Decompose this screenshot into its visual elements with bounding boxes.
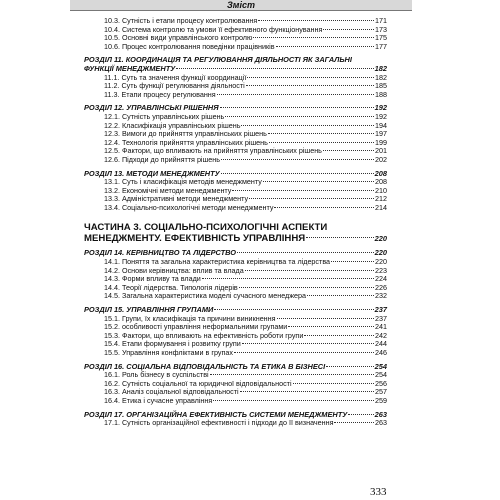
leader-dots [326, 366, 373, 367]
leader-dots [239, 287, 374, 288]
leader-dots [176, 68, 373, 69]
toc-entry [84, 156, 387, 165]
leader-dots [225, 116, 374, 117]
heading-line-2: РОЗДІЛ 17. ОРГАНІЗАЦІЙНА ЕФЕКТИВНІСТЬ СИСТЕМИ МЕНЕДЖМЕНТУ [84, 409, 348, 419]
toc-entry-title: 12.1. Сутність управлінських рішень [104, 111, 225, 121]
toc-entry-page: 201 [375, 146, 387, 156]
leader-dots [306, 237, 374, 238]
toc-entry-page: 224 [375, 274, 387, 284]
leader-dots [210, 374, 374, 375]
toc-entry-page: 259 [375, 395, 387, 405]
toc-entry-page: 182 [375, 72, 387, 82]
leader-dots [331, 261, 374, 262]
toc-entry-title: 11.2. Суть функції регулювання діяльності [104, 81, 245, 91]
leader-dots [323, 150, 374, 151]
heading-line-2: РОЗДІЛ 15. УПРАВЛІННЯ ГРУПАМИ [84, 305, 214, 315]
toc-entry-page: 242 [375, 330, 387, 340]
toc-entry-page: 171 [375, 16, 387, 25]
leader-dots [263, 181, 374, 182]
toc-entry-page: 199 [375, 137, 387, 147]
toc-entry-title: 12.3. Вимоги до прийняття управлінських рішень [104, 129, 267, 139]
leader-dots [258, 20, 374, 21]
leader-dots [293, 383, 374, 384]
toc-entry-title: 17.1. Сутність організаційної ефективності і підходи до її визначення [104, 418, 334, 428]
toc-entry-title: 15.5. Управління конфліктами в групах [104, 348, 233, 357]
toc-entry-page: 194 [375, 120, 387, 130]
toc-entry-page: 241 [375, 322, 387, 332]
leader-dots [307, 295, 374, 296]
toc-entry-title: 13.1. Суть і класифікація методів менеджменту [104, 177, 262, 187]
leader-dots [221, 173, 374, 174]
toc-heading-page: 263 [374, 409, 387, 419]
heading-line-2: МЕНЕДЖМЕНТУ. ЕФЕКТИВНІСТЬ УПРАВЛІННЯ [84, 233, 306, 245]
toc-heading-page: 192 [374, 103, 387, 113]
toc-entry-title: 12.6. Підходи до прийняття рішень [104, 154, 221, 164]
toc-entry-page: 175 [375, 33, 387, 43]
toc-entry-title: 14.1. Поняття та загальна характеристика керівництва та лідерства [104, 257, 331, 267]
heading-line-2: РОЗДІЛ 12. УПРАВЛІНСЬКІ РІШЕННЯ [84, 103, 219, 113]
toc-heading-page: 208 [374, 168, 387, 178]
toc-entry-title: 10.5. Основні види управлінського контролю [104, 33, 253, 43]
toc-entry [84, 91, 387, 100]
toc-entry-title: 10.6. Процес контролювання поведінки працівників [104, 41, 275, 51]
toc-entry-page: 246 [375, 348, 387, 357]
toc-entry-page: 212 [375, 194, 387, 204]
toc-entry-title: 14.3. Форми впливу та влади [104, 274, 201, 284]
leader-dots [348, 414, 373, 415]
running-header [70, 0, 412, 11]
toc-entry-title: 12.4. Технологія прийняття управлінських рішень [104, 137, 268, 147]
toc-heading-page: 182 [374, 63, 387, 73]
toc-entry-title: 13.4. Соціально-психологічні методи менеджменту [104, 202, 274, 212]
toc-entry-page: 208 [375, 177, 387, 187]
toc-entry-page: 188 [375, 89, 387, 99]
leader-dots [323, 29, 374, 30]
leader-dots [220, 107, 374, 108]
toc-heading-page: 237 [374, 305, 387, 315]
leader-dots [213, 400, 374, 401]
table-of-contents [84, 17, 387, 428]
toc-entry [84, 419, 387, 428]
leader-dots [240, 391, 374, 392]
toc-entry-page: 223 [375, 265, 387, 275]
toc-entry-title: 15.2. особливості управління неформальними групами [104, 322, 288, 332]
toc-entry-title: 15.1. Групи, їх класифікація та причини виникнення [104, 313, 276, 323]
leader-dots [269, 142, 374, 143]
toc-entry-page: 177 [375, 41, 387, 51]
toc-entry-page: 202 [375, 154, 387, 164]
toc-entry-title: 15.4. Етапи формування і розвитку групи [104, 339, 241, 349]
toc-entry-title: 15.3. Фактори, що впливають на ефективність роботи групи [104, 330, 304, 340]
toc-part-heading [84, 222, 387, 244]
toc-entry-page: 254 [375, 370, 387, 380]
toc-entry-title: 13.2. Економічні методи менеджменту [104, 185, 232, 195]
toc-chapter-heading [84, 56, 387, 73]
toc-entry-title: 10.3. Сутність і етапи процесу контролювання [104, 16, 258, 25]
toc-entry-page: 257 [375, 387, 387, 397]
leader-dots [234, 352, 374, 353]
leader-dots [217, 94, 374, 95]
toc-heading-page: 220 [374, 234, 387, 244]
toc-entry [84, 292, 387, 301]
heading-line-2: РОЗДІЛ 14. КЕРІВНИЦТВО ТА ЛІДЕРСТВО [84, 248, 237, 258]
header-title: Зміст [227, 0, 255, 10]
toc-entry-page: 232 [375, 291, 387, 301]
toc-entry-page: 197 [375, 129, 387, 139]
toc-entry-title: 13.3. Адміністративні методи менеджменту [104, 194, 249, 204]
toc-heading-page: 254 [374, 361, 387, 371]
leader-dots [249, 198, 374, 199]
toc-entry [84, 349, 387, 358]
toc-entry-page: 244 [375, 339, 387, 349]
toc-entry-title: 11.1. Суть та значення функції координації [104, 72, 247, 82]
leader-dots [288, 326, 374, 327]
heading-line-2: РОЗДІЛ 13. МЕТОДИ МЕНЕДЖМЕНТУ [84, 168, 220, 178]
page-number: 333 [370, 486, 387, 498]
leader-dots [268, 133, 374, 134]
toc-entry-title: 10.4. Система контролю та умови її ефективного функціонування [104, 24, 323, 34]
toc-entry-title: 16.1. Роль бізнесу в суспільстві [104, 370, 209, 380]
toc-entry-page: 173 [375, 24, 387, 34]
toc-entry [84, 43, 387, 52]
leader-dots [214, 309, 373, 310]
toc-entry-title: 11.3. Етапи процесу регулювання [104, 89, 216, 99]
toc-entry-title: 14.5. Загальна характеристика моделі сучасного менеджера [104, 291, 307, 301]
toc-entry-title: 14.4. Теорії лідерства. Типологія лідерів [104, 282, 238, 292]
toc-heading-page: 220 [374, 248, 387, 258]
leader-dots [241, 125, 374, 126]
leader-dots [242, 343, 374, 344]
toc-entry-title: 14.2. Основи керівництва: вплив та влада [104, 265, 244, 275]
leader-dots [246, 85, 374, 86]
heading-line-1: РОЗДІЛ 11. КООРДИНАЦІЯ ТА РЕГУЛЮВАННЯ ДІЯЛЬНОСТІ ЯК ЗАГАЛЬНІ [84, 55, 352, 65]
leader-dots [274, 207, 374, 208]
leader-dots [304, 335, 374, 336]
heading-line-2: РОЗДІЛ 16. СОЦІАЛЬНА ВІДПОВІДАЛЬНІСТЬ ТА ЕТИКА В БІЗНЕСІ [84, 361, 326, 371]
leader-dots [277, 318, 374, 319]
toc-entry-page: 214 [375, 202, 387, 212]
toc-entry-title: 12.2. Класифікація управлінських рішень [104, 120, 241, 130]
leader-dots [253, 37, 374, 38]
toc-entry [84, 204, 387, 213]
toc-entry-page: 263 [375, 418, 387, 428]
leader-dots [237, 252, 374, 253]
heading-line-2: ФУНКЦІЇ МЕНЕДЖМЕНТУ [84, 63, 176, 73]
toc-entry-title: 12.5. Фактори, що впливають на прийняття управлінських рішень [104, 146, 322, 156]
toc-entry-page: 220 [375, 257, 387, 267]
leader-dots [334, 422, 374, 423]
leader-dots [202, 278, 374, 279]
leader-dots [221, 159, 374, 160]
toc-entry [84, 397, 387, 406]
toc-entry-page: 210 [375, 185, 387, 195]
heading-line-1: ЧАСТИНА 3. СОЦІАЛЬНО-ПСИХОЛОГІЧНІ АСПЕКТИ [84, 222, 328, 234]
toc-entry-page: 256 [375, 378, 387, 388]
leader-dots [245, 270, 374, 271]
leader-dots [232, 190, 374, 191]
toc-entry-title: 16.3. Аналіз соціальної відповідальності [104, 387, 239, 397]
toc-entry-page: 192 [375, 111, 387, 121]
toc-entry-page: 226 [375, 282, 387, 292]
toc-entry-title: 16.2. Сутність соціальної та юридичної відповідальності [104, 378, 292, 388]
toc-entry-page: 237 [375, 313, 387, 323]
toc-entry-page: 185 [375, 81, 387, 91]
leader-dots [276, 46, 374, 47]
leader-dots [247, 77, 374, 78]
toc-entry-title: 16.4. Етика і сучасне управління [104, 395, 213, 405]
